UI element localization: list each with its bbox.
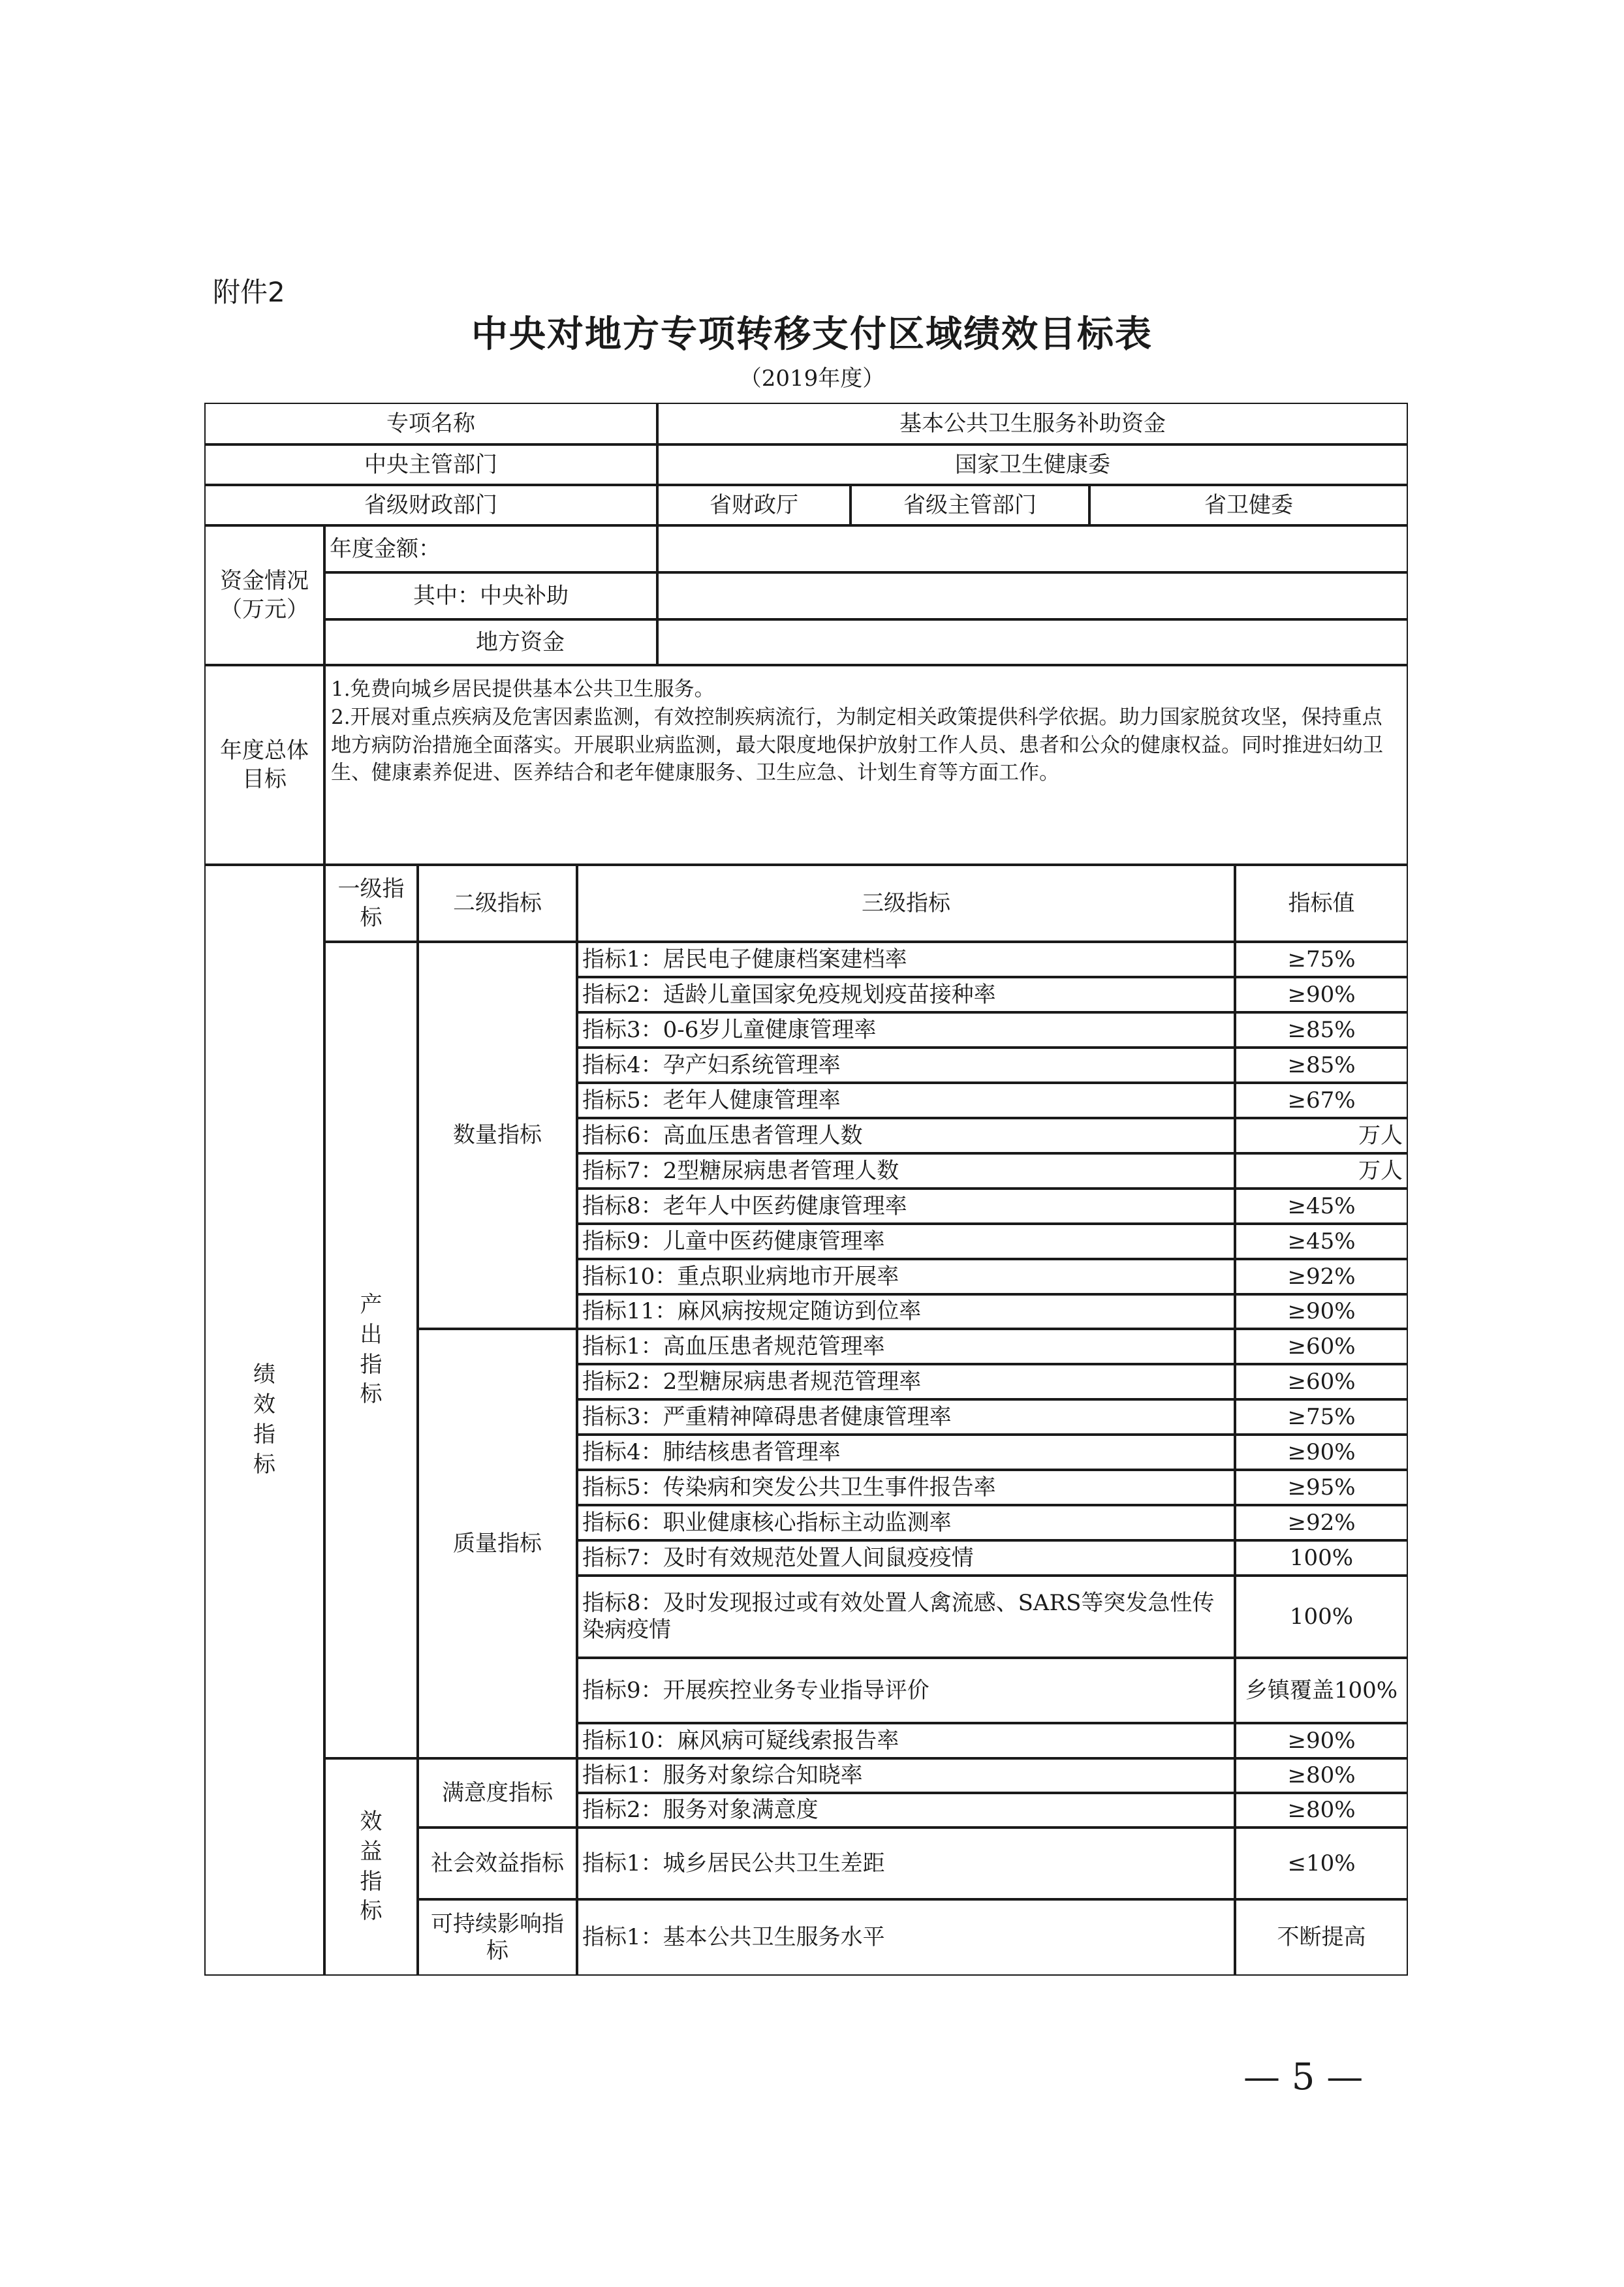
satisfaction-item: 指标2：服务对象满意度 [577, 1793, 1235, 1828]
quality-item-value: 100% [1235, 1540, 1408, 1576]
satisfaction-item-value: ≥80% [1235, 1793, 1408, 1828]
page-number: — 5 — [1243, 2056, 1364, 2098]
quality-item: 指标3：严重精神障碍患者健康管理率 [577, 1399, 1235, 1435]
quantity-item: 指标5：老年人健康管理率 [577, 1083, 1235, 1118]
quantity-item-value: ≥90% [1235, 1294, 1408, 1329]
quantity-item-value: ≥90% [1235, 977, 1408, 1012]
benefit-indicator-label: 效益指标 [324, 1758, 418, 1976]
annual-amount-label: 年度金额： [324, 525, 657, 572]
quantity-item-value: 万人 [1235, 1153, 1408, 1189]
local-funds-label: 地方资金 [324, 619, 657, 665]
quality-item: 指标8：及时发现报过或有效处置人禽流感、SARS等突发急性传染病疫情 [577, 1576, 1235, 1658]
central-subsidy-label: 其中：中央补助 [324, 572, 657, 619]
annual-amount-value [657, 525, 1408, 572]
header-value: 指标值 [1235, 865, 1408, 942]
header-level3: 三级指标 [577, 865, 1235, 942]
annual-goal-text [324, 665, 1408, 865]
page-title: 中央对地方专项转移支付区域绩效目标表 [471, 313, 1153, 356]
quantity-item-value: ≥85% [1235, 1012, 1408, 1048]
attachment-label: 附件2 [213, 276, 285, 308]
quality-item: 指标1：高血压患者规范管理率 [577, 1329, 1235, 1364]
quantity-item-value: 万人 [1235, 1118, 1408, 1153]
quality-item: 指标7：及时有效规范处置人间鼠疫疫情 [577, 1540, 1235, 1576]
project-name-label: 专项名称 [204, 403, 657, 444]
goal-line-1: 1.免费向城乡居民提供基本公共卫生服务。 [331, 677, 715, 701]
quantity-item: 指标10：重点职业病地市开展率 [577, 1259, 1235, 1294]
quality-item: 指标2：2型糖尿病患者规范管理率 [577, 1364, 1235, 1399]
quantity-item-value: ≥45% [1235, 1224, 1408, 1259]
header-level1: 一级指标 [324, 865, 418, 942]
finance-dept-label: 省级财政部门 [204, 485, 657, 525]
goal-line-2: 2.开展对重点疾病及危害因素监测，有效控制疾病流行，为制定相关政策提供科学依据。助力国家脱贫攻坚，保持重点地方病防治措施全面落实。开展职业病监测，最大限度地保护放射工作人员、患者和公众的健康权益。同时推进妇幼卫生、健康素养促进、医养结合和老年健康服务、卫生应急、计划生育等方面工作。 [331, 705, 1383, 785]
quantity-item: 指标8：老年人中医药健康管理率 [577, 1189, 1235, 1224]
quality-item-value: ≥90% [1235, 1723, 1408, 1758]
indicators-label: 绩效指标 [204, 865, 324, 1976]
quality-item-value: ≥75% [1235, 1399, 1408, 1435]
funds-label: 资金情况（万元） [204, 525, 324, 665]
quantity-item: 指标1：居民电子健康档案建档率 [577, 942, 1235, 977]
quantity-item: 指标9：儿童中医药健康管理率 [577, 1224, 1235, 1259]
prov-dept-label: 省级主管部门 [851, 485, 1089, 525]
quantity-item-value: ≥67% [1235, 1083, 1408, 1118]
quality-item-value: ≥92% [1235, 1505, 1408, 1540]
quantity-item: 指标2：适龄儿童国家免疫规划疫苗接种率 [577, 977, 1235, 1012]
quality-item-value: ≥60% [1235, 1364, 1408, 1399]
satisfaction-item-value: ≥80% [1235, 1758, 1408, 1793]
social-item-value: ≤10% [1235, 1828, 1408, 1899]
satisfaction-item: 指标1：服务对象综合知晓率 [577, 1758, 1235, 1793]
quality-item-value: 100% [1235, 1576, 1408, 1658]
quality-item-value: 乡镇覆盖100% [1235, 1658, 1408, 1723]
project-name-value: 基本公共卫生服务补助资金 [657, 403, 1408, 444]
prov-dept-value: 省卫健委 [1089, 485, 1408, 525]
annual-goal-label: 年度总体目标 [204, 665, 324, 865]
quantity-item-value: ≥92% [1235, 1259, 1408, 1294]
quality-indicator-label: 质量指标 [418, 1329, 577, 1758]
social-item: 指标1：城乡居民公共卫生差距 [577, 1828, 1235, 1899]
quality-item: 指标4：肺结核患者管理率 [577, 1435, 1235, 1470]
performance-table [205, 403, 1409, 1976]
social-indicator-label: 社会效益指标 [418, 1828, 577, 1899]
header-level2: 二级指标 [418, 865, 577, 942]
quality-item: 指标10：麻风病可疑线索报告率 [577, 1723, 1235, 1758]
quantity-item-value: ≥85% [1235, 1048, 1408, 1083]
output-indicator-label: 产出指标 [324, 942, 418, 1758]
quantity-item-value: ≥75% [1235, 942, 1408, 977]
local-funds-value [657, 619, 1408, 665]
central-dept-label: 中央主管部门 [204, 444, 657, 485]
quality-item: 指标9：开展疾控业务专业指导评价 [577, 1658, 1235, 1723]
sustain-item-value: 不断提高 [1235, 1899, 1408, 1976]
quality-item-value: ≥60% [1235, 1329, 1408, 1364]
central-subsidy-value [657, 572, 1408, 619]
quality-item-value: ≥95% [1235, 1470, 1408, 1505]
quality-item: 指标6：职业健康核心指标主动监测率 [577, 1505, 1235, 1540]
quantity-item: 指标6：高血压患者管理人数 [577, 1118, 1235, 1153]
quantity-item-value: ≥45% [1235, 1189, 1408, 1224]
quality-item: 指标5：传染病和突发公共卫生事件报告率 [577, 1470, 1235, 1505]
year-subtitle: （2019年度） [739, 366, 885, 392]
quantity-indicator-label: 数量指标 [418, 942, 577, 1329]
sustain-indicator-label: 可持续影响指标 [418, 1899, 577, 1976]
sustain-item: 指标1：基本公共卫生服务水平 [577, 1899, 1235, 1976]
quantity-item: 指标7：2型糖尿病患者管理人数 [577, 1153, 1235, 1189]
quantity-item: 指标4：孕产妇系统管理率 [577, 1048, 1235, 1083]
finance-dept-value: 省财政厅 [657, 485, 851, 525]
satisfaction-indicator-label: 满意度指标 [418, 1758, 577, 1828]
quantity-item: 指标3：0-6岁儿童健康管理率 [577, 1012, 1235, 1048]
quantity-item: 指标11：麻风病按规定随访到位率 [577, 1294, 1235, 1329]
central-dept-value: 国家卫生健康委 [657, 444, 1408, 485]
quality-item-value: ≥90% [1235, 1435, 1408, 1470]
